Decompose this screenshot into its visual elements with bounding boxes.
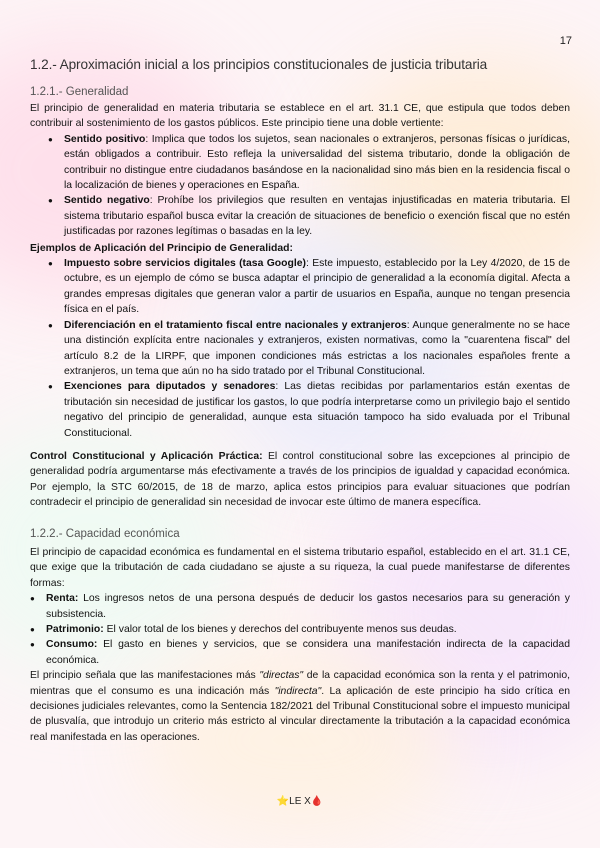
control-paragraph: Control Constitucional y Aplicación Práctica: El control constitucional sobre las excepciones al principio de generalidad podría argumentarse más efectivamente a través de los principios de igualdad y capacidad económica. Por ejemplo, la STC 60/2015, de 18 de marzo, aplica estos principios para evaluar situaciones que podrían contradecir el principio de generalidad sin necesidad de invocar este último de manera específica. (30, 450, 570, 509)
vertientes-list (30, 132, 570, 240)
section-heading: 1.2.- Aproximación inicial a los principios constitucionales de justicia tributaria (30, 57, 488, 72)
list-item: ● Patrimonio: El valor total de los bienes y derechos del contribuyente menos sus deudas. (30, 622, 570, 637)
star-icon: ⭐ (276, 796, 290, 807)
list-item: ● Diferenciación en el tratamiento fiscal entre nacionales y extranjeros: Aunque generalmente no se hace una distinción explícita entre nacionales y extranjeros, existen normativas, como la "cuarentena fiscal" del artículo 8.2 de la LIRPF, que imponen condiciones más estrictas a los nacionales españoles frente a extranjeros, un tema que aún no ha sido tratado por el Tribunal Constitucional. (30, 318, 570, 380)
subsection-title: 1.2.2.- Capacidad económica (30, 528, 180, 540)
drop-icon: 🩸 (310, 796, 324, 807)
capacidad-list (30, 591, 570, 668)
list-item: ● Exenciones para diputados y senadores: Las dietas recibidas por parlamentarios están exentas de tributación sin necesidad de justificar los gastos, lo que podría interpretarse como un privilegio bajo el sentido negativo del principio de generalidad, aunque esta situación tampoco ha sido evaluada por el Tribunal Constitucional. (30, 379, 570, 441)
list-item: ● Renta: Los ingresos netos de una persona después de deducir los gastos necesarios para su generación y subsistencia. (30, 591, 570, 622)
list-item: ● Consumo: El gasto en bienes y servicios, que se considera una manifestación indirecta de la capacidad económica. (30, 637, 570, 668)
examples-title: Ejemplos de Aplicación del Principio de Generalidad: (30, 242, 293, 254)
subsection-generalidad (30, 86, 570, 511)
subsection-capacidad (30, 528, 570, 745)
capacidad-intro: El principio de capacidad económica es fundamental en el sistema tributario español, establecido en el art. 31.1 CE, que exige que la tributación de cada ciudadano se ajuste a su riqueza, la cual puede manifestarse de diferentes formas: (30, 547, 570, 589)
page-number: 17 (559, 35, 572, 47)
footer-logo (0, 796, 600, 807)
generalidad-intro: El principio de generalidad en materia tributaria se establece en el art. 31.1 CE, que estipula que todos deben contribuir al sostenimiento de los gastos públicos. Este principio tiene una doble vertiente: (30, 103, 570, 130)
brand-text: LE X (289, 796, 311, 807)
examples-list (30, 256, 570, 441)
list-item: ● Sentido positivo: Implica que todos los sujetos, sean nacionales o extranjeros, personas físicas o jurídicas, están obligados a contribuir. Esto refleja la universalidad del sistema tributario, donde la obligación de contribuir no distingue entre ciudadanos basándose en la nacionalidad sino más bien en la residencia fiscal o la localización de bienes y operaciones en España. (30, 132, 570, 194)
subsection-title: 1.2.1.- Generalidad (30, 86, 129, 98)
list-item: ● Sentido negativo: Prohíbe los privilegios que resulten en ventajas injustificadas en materia tributaria. El sistema tributario español busca evitar la creación de situaciones de beneficio o exención fiscal que no estén justificadas por razones legítimas o basadas en la ley. (30, 193, 570, 239)
capacidad-paragraph: El principio señala que las manifestaciones más "directas" de la capacidad económica son la renta y el patrimonio, mientras que el consumo es una indicación más "indirecta". La aplicación de este principio ha sido crítica en decisiones judiciales relevantes, como la Sentencia 182/2021 del Tribunal Constitucional sobre el impuesto municipal de plusvalía, que introdujo un criterio más estricto al vincular directamente la tributación a la capacidad económica real manifestada en las operaciones. (30, 670, 570, 743)
list-item: ● Impuesto sobre servicios digitales (tasa Google): Este impuesto, establecido por la Ley 4/2020, de 15 de octubre, es un ejemplo de cómo se busca adaptar el principio de generalidad a la economía digital. Afecta a grandes empresas digitales que generan valor a partir de usuarios en España, aunque no tengan presencia física en el país. (30, 256, 570, 318)
